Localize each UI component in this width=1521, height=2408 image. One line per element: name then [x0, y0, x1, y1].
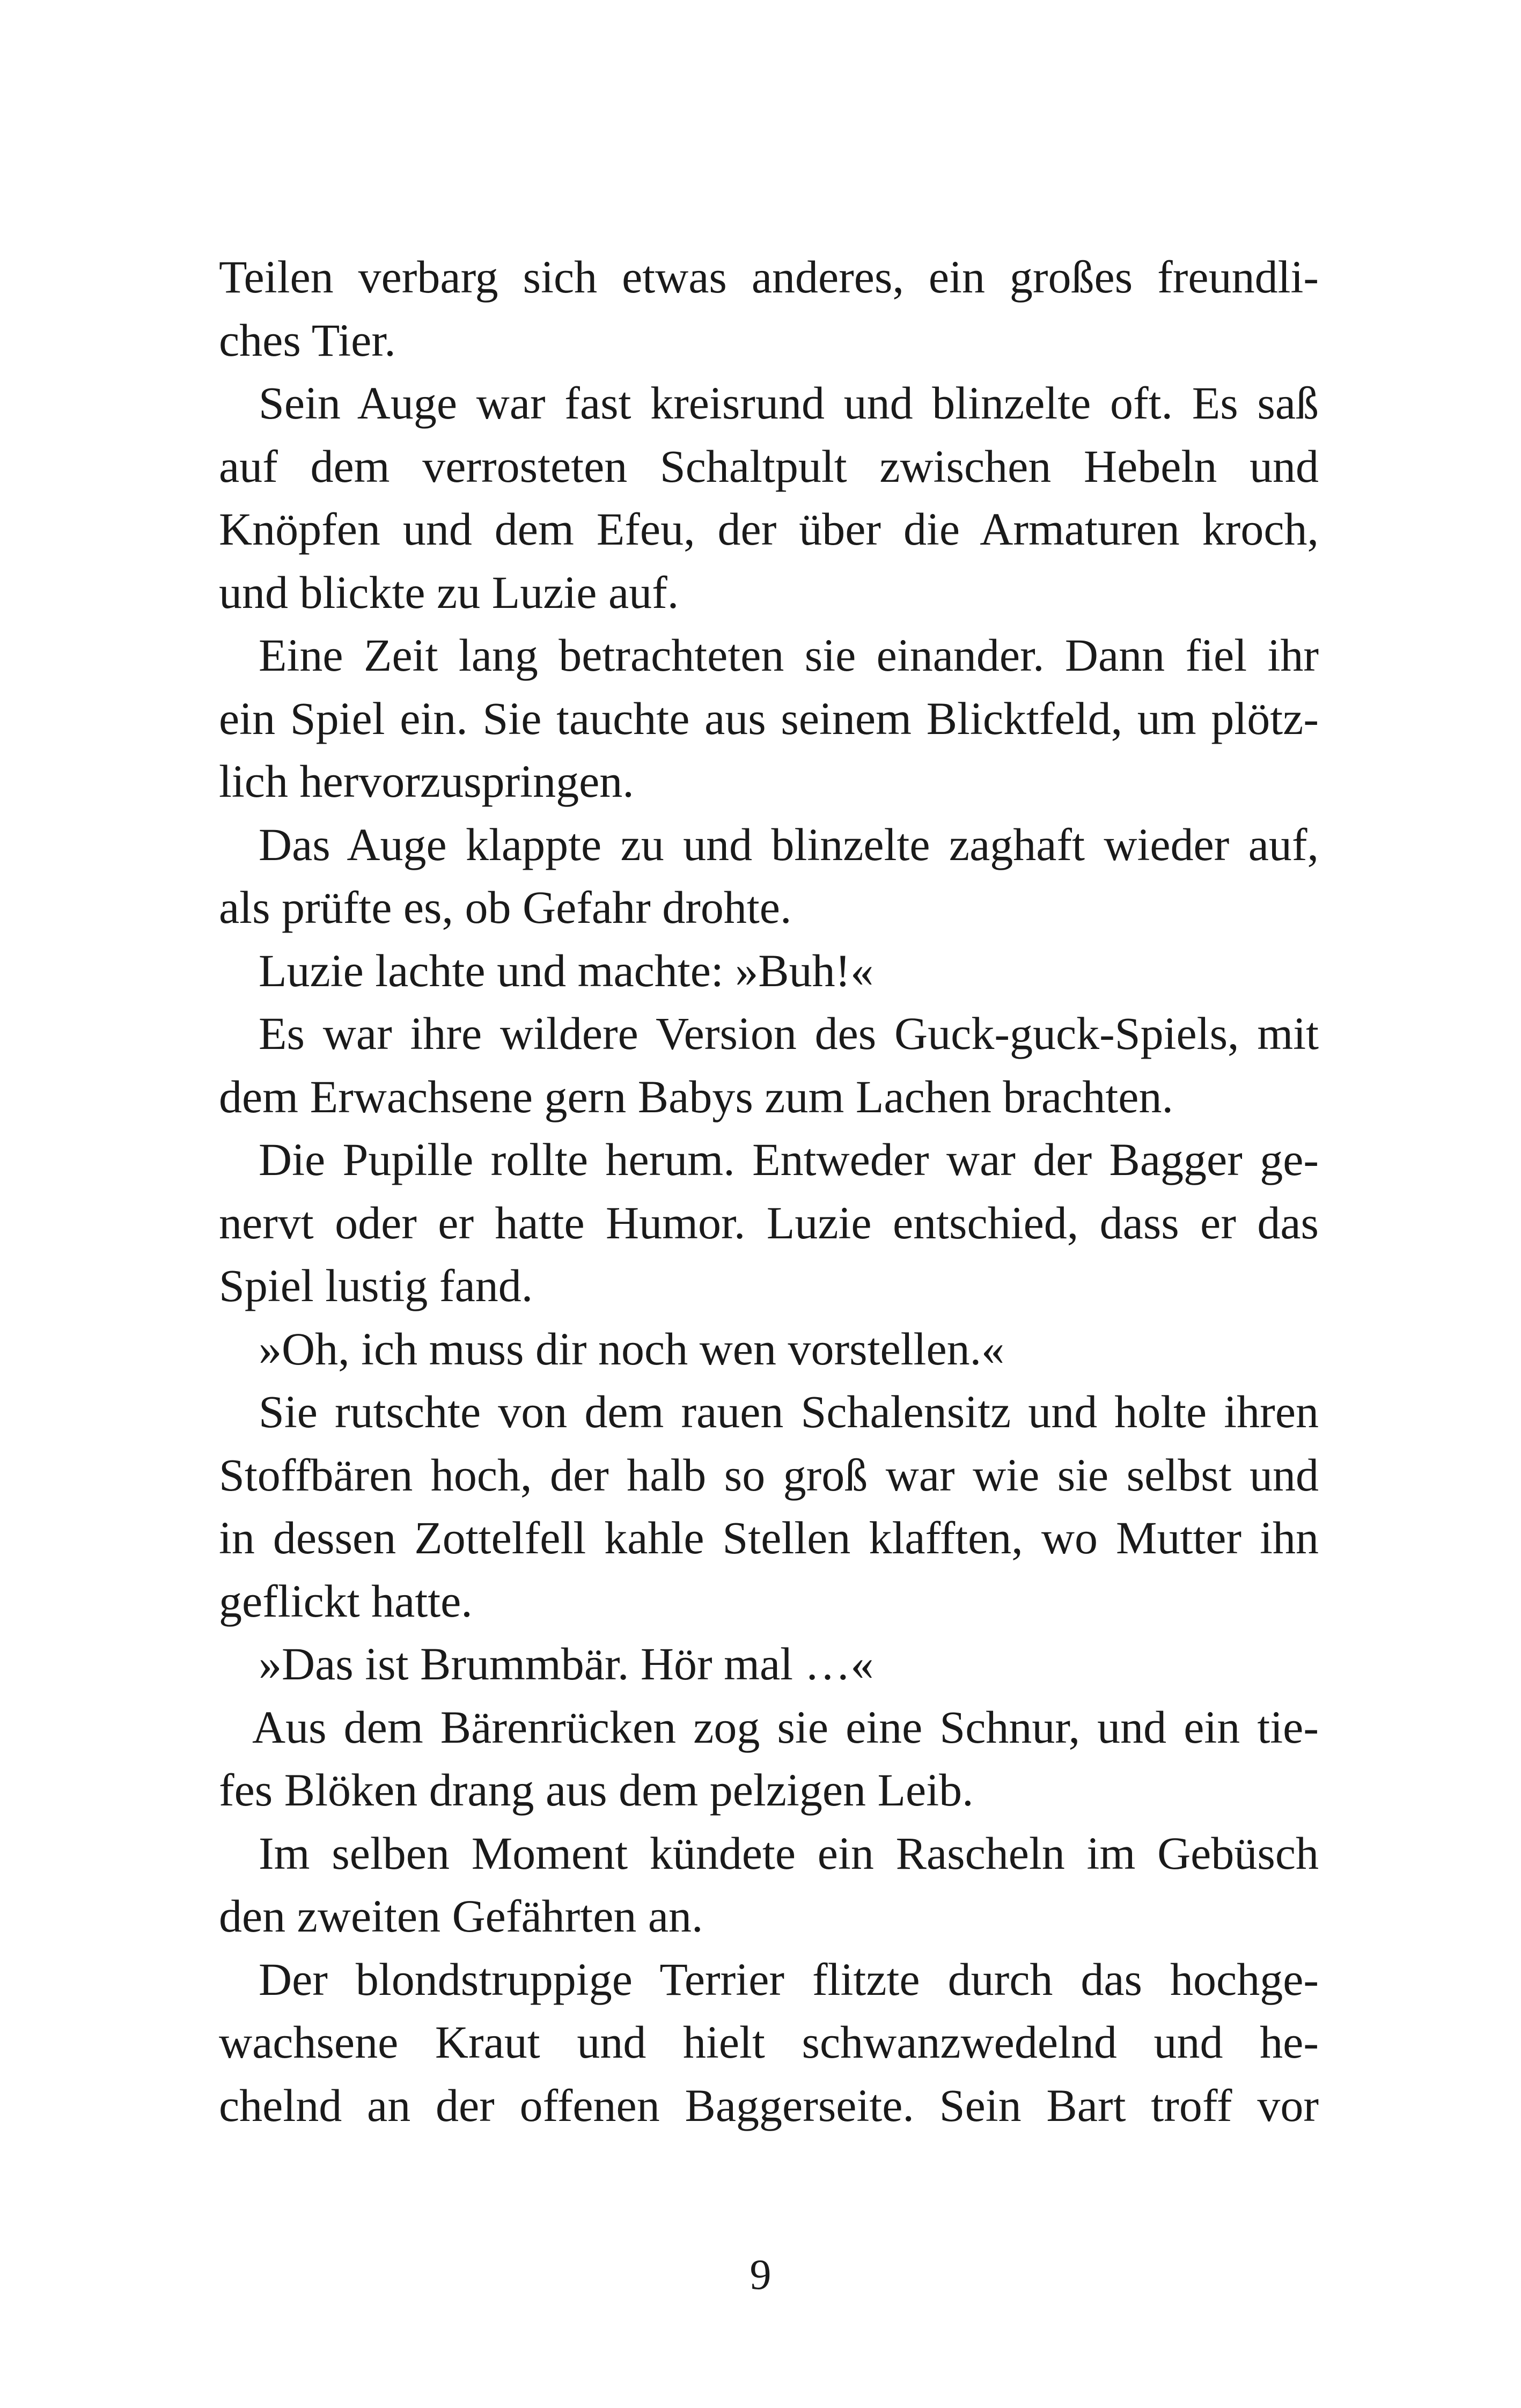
- text-line: als prüfte es, ob Gefahr drohte.: [219, 882, 792, 933]
- text-line: Teilen verbarg sich etwas anderes, ein großes freundli-: [219, 251, 1319, 303]
- page-number: 9: [750, 2251, 771, 2299]
- text-line: geflickt hatte.: [219, 1575, 473, 1627]
- text-line: Sie rutschte von dem rauen Schalensitz und holte ihren: [259, 1386, 1319, 1437]
- text-line: lich hervorzuspringen.: [219, 755, 634, 807]
- text-line: Stoffbären hoch, der halb so groß war wie sie selbst und: [219, 1449, 1319, 1501]
- text-line: Das Auge klappte zu und blinzelte zaghaft wieder auf,: [259, 818, 1319, 870]
- text-line: »Oh, ich muss dir noch wen vorstellen.«: [259, 1323, 1005, 1375]
- text-line: Die Pupille rollte herum. Entweder war der Bagger ge-: [259, 1134, 1319, 1185]
- body-text: [219, 246, 1319, 2137]
- text-line: »Das ist Brummbär. Hör mal …«: [259, 1638, 874, 1690]
- text-line: in dessen Zottelfell kahle Stellen klafften, wo Mutter ihn: [219, 1512, 1319, 1563]
- text-line: dem Erwachsene gern Babys zum Lachen brachten.: [219, 1070, 1173, 1122]
- text-line: ein Spiel ein. Sie tauchte aus seinem Blicktfeld, um plötz-: [219, 692, 1319, 744]
- text-line: Es war ihre wildere Version des Guck-guck-Spiels, mit: [259, 1008, 1319, 1059]
- text-line: Eine Zeit lang betrachteten sie einander. Dann fiel ihr: [259, 629, 1319, 681]
- text-line: fes Blöken drang aus dem pelzigen Leib.: [219, 1764, 974, 1816]
- text-line: Knöpfen und dem Efeu, der über die Armaturen kroch,: [219, 503, 1319, 555]
- text-line: chelnd an der offenen Baggerseite. Sein Bart troff vor: [219, 2079, 1319, 2131]
- text-line: wachsene Kraut und hielt schwanzwedelnd und he-: [219, 2016, 1319, 2068]
- text-line: Im selben Moment kündete ein Rascheln im Gebüsch: [259, 1827, 1319, 1879]
- text-line: Der blondstruppige Terrier flitzte durch das hochge-: [259, 1953, 1319, 2005]
- text-line: und blickte zu Luzie auf.: [219, 566, 679, 618]
- text-line: den zweiten Gefährten an.: [219, 1890, 703, 1942]
- text-line: Luzie lachte und machte: »Buh!«: [259, 944, 874, 996]
- text-line: nervt oder er hatte Humor. Luzie entschied, dass er das: [219, 1196, 1319, 1249]
- text-line: ches Tier.: [219, 314, 396, 366]
- text-line: Aus dem Bärenrücken zog sie eine Schnur, und ein tie-: [252, 1701, 1319, 1753]
- text-line: Spiel lustig fand.: [219, 1260, 533, 1311]
- text-line: Sein Auge war fast kreisrund und blinzelte oft. Es saß: [259, 377, 1319, 429]
- text-line: auf dem verrosteten Schaltpult zwischen Hebeln und: [219, 440, 1319, 492]
